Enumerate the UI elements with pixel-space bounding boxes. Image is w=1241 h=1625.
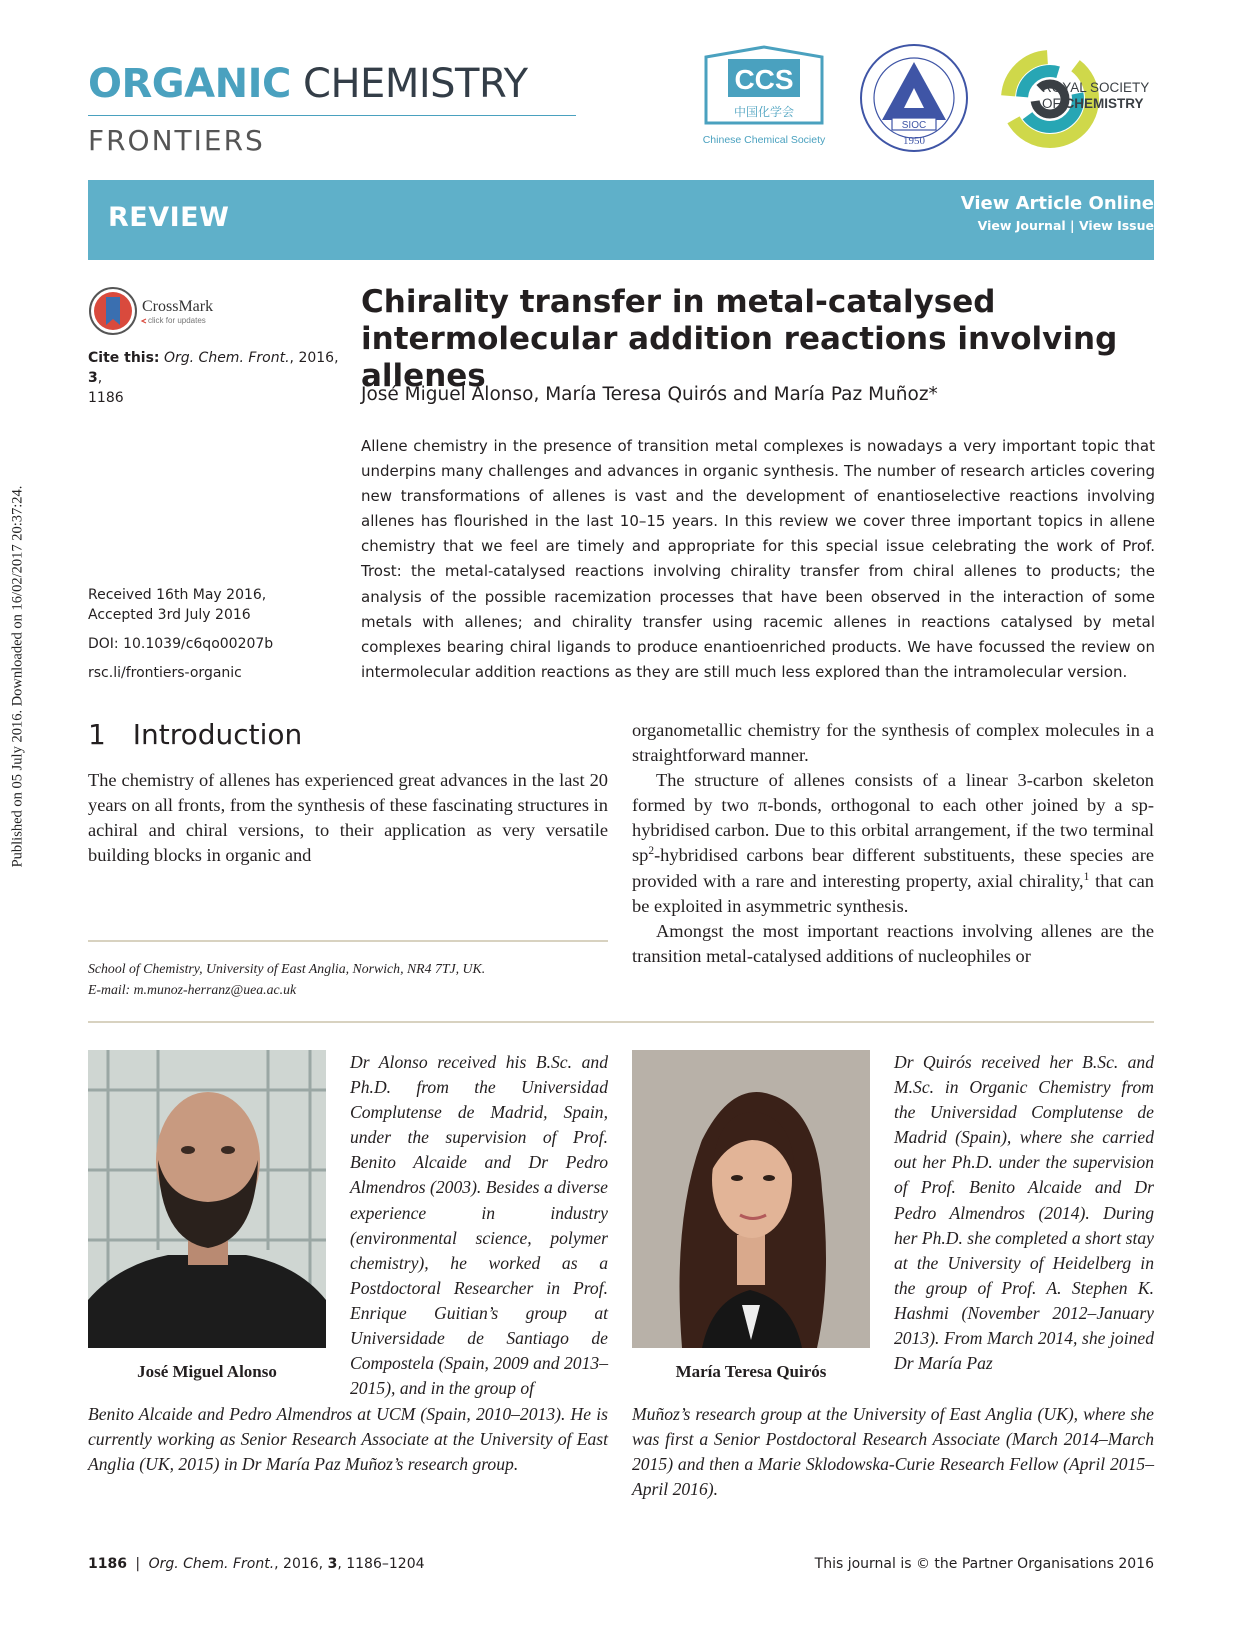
view-issue-link[interactable]: View Issue xyxy=(1078,218,1154,233)
ccs-logo-name: Chinese Chemical Society xyxy=(702,134,826,146)
reference-1[interactable]: 1 xyxy=(1083,870,1090,883)
bio-alonso-side: Dr Alonso received his B.Sc. and Ph.D. from the Universidad Complutense de Madrid, Spain, under the supervision of Prof. Benito Alcaide and Dr Pedro Almendros (2003). Besides a diverse experience in industry (environmental science, polymer chemistry), he worked as a Postdoctoral Researcher in Prof. Enrique Guitian’s group at Universidade de Santiago de Compostela (Spain, 2009 and 2013–2015), and in the group of xyxy=(350,1052,608,1399)
article-type-label: REVIEW xyxy=(108,202,230,233)
biography-rule xyxy=(88,1021,1154,1023)
crossmark-name: CrossMark xyxy=(142,298,214,315)
article-authors: José Miguel Alonso, María Teresa Quirós and María Paz Muñoz* xyxy=(361,384,938,405)
footer-separator: | xyxy=(135,1556,141,1572)
article-title-line1: Chirality transfer in metal-catalysed xyxy=(361,284,996,320)
affiliation-address: School of Chemistry, University of East Anglia, Norwich, NR4 7TJ, UK. xyxy=(88,961,486,976)
footer-page-number: 1186 xyxy=(88,1556,127,1572)
doi: DOI: 10.1039/c6qo00207b xyxy=(88,636,274,652)
article-abstract: Allene chemistry in the presence of transition metal complexes is nowadays a very important topic that underpins many challenges and advances in organic synthesis. The number of research articles covering new transformations of allenes is vast and the development of enantioselective reactions involving allenes has flourished in the last 10–15 years. In this review we cover three important topics in allene chemistry that we feel are timely and appropriate for this special issue celebrating the work of Prof. Trost: the metal-catalysed reactions involving chirality transfer from chiral allenes to products; the analysis of the possible racemization processes that have been observed in the interaction of some metals with allenes; and chirality transfer using racemic allenes in reactions catalysed by metal complexes bearing chiral ligands to produce enantioenriched products. We have focussed the review on intermolecular addition reactions as they are still much less explored than the intramolecular version. xyxy=(361,437,1155,681)
journal-link[interactable]: rsc.li/frontiers-organic xyxy=(88,665,242,681)
affiliation xyxy=(88,958,608,1000)
footer-copyright: This journal is © the Partner Organisations 2016 xyxy=(814,1556,1154,1572)
journal-name-frontiers: FRONTIERS xyxy=(88,124,265,157)
view-article-online-link[interactable]: View Article Online xyxy=(960,193,1154,214)
rsc-logo-line1: ROYAL SOCIETY xyxy=(1042,80,1150,95)
sioc-logo xyxy=(858,42,970,154)
crossmark-badge[interactable] xyxy=(88,285,248,337)
intro-paragraph-1-continued: organometallic chemistry for the synthesis of complex molecules in a straightforward manner. xyxy=(632,720,1154,766)
ccs-logo-letters: CCS xyxy=(734,64,794,95)
article-links xyxy=(961,193,1154,233)
author-name-quiros: María Teresa Quirós xyxy=(675,1362,827,1381)
link-separator: | xyxy=(1070,218,1075,233)
journal-name xyxy=(88,61,528,107)
footer-pages: , 1186–1204 xyxy=(337,1556,425,1572)
intro-paragraph-2-b: -hybridised carbons bear different substituents, these species are provided with a rare and interesting property, axial chirality, xyxy=(632,845,1154,891)
view-journal-link[interactable]: View Journal xyxy=(977,218,1066,233)
svg-text:OF CHEMISTRY xyxy=(1042,96,1144,111)
journal-name-organic: ORGANIC xyxy=(88,61,291,107)
citation-journal: Org. Chem. Front. xyxy=(163,350,290,366)
intro-paragraph-3: Amongst the most important reactions involving allenes are the transition metal-catalysed additions of nucleophiles or xyxy=(632,920,1154,966)
rsc-logo-line2-pre: OF xyxy=(1042,96,1061,111)
section-number: 1 xyxy=(88,718,106,751)
received-date: Received 16th May 2016, xyxy=(88,587,267,603)
footer-citation xyxy=(88,1556,425,1572)
crossmark-sub: click for updates xyxy=(148,316,206,325)
intro-paragraph-2-a: The structure of allenes consists of a linear 3-carbon skeleton formed by two π-bonds, orthogonal to each other joined by a sp-hybridised carbon. Due to this orbital arrangement, if the two terminal sp xyxy=(632,770,1154,866)
citation-page: 1186 xyxy=(88,390,124,406)
article-title-line2: intermolecular addition reactions involving allenes xyxy=(361,321,1118,394)
masthead-rule xyxy=(88,115,576,116)
intro-right-column xyxy=(632,718,1154,969)
bio-quiros-side: Dr Quirós received her B.Sc. and M.Sc. in Organic Chemistry from the Universidad Complutense de Madrid (Spain), where she carried out her Ph.D. under the supervision of Prof. Benito Alcaide and Dr Pedro Almendros (2014). During her Ph.D. she completed a short stay at the University of Heidelberg in the group of Prof. A. Stephen K. Hashmi (November 2012–January 2013). From March 2014, she joined Dr María Paz xyxy=(894,1052,1154,1374)
rsc-logo-line2: CHEMISTRY xyxy=(1064,96,1144,111)
footer-volume: 3 xyxy=(327,1556,338,1572)
affiliation-rule xyxy=(88,940,608,942)
author-photo-alonso xyxy=(88,1050,326,1348)
section-heading xyxy=(88,718,302,751)
intro-paragraph-1: The chemistry of allenes has experienced great advances in the last 20 years on all fronts, from the synthesis of these fascinating structures in achiral and chiral versions, to their application as very versatile building blocks in organic and xyxy=(88,770,608,866)
ccs-logo-chinese: 中国化学会 xyxy=(733,105,795,119)
intro-paragraph-2-sup: 2 xyxy=(648,845,655,858)
journal-name-chemistry: CHEMISTRY xyxy=(303,61,528,107)
rsc-logo xyxy=(1000,44,1170,154)
sioc-logo-year: 1950 xyxy=(903,135,925,147)
publication-stamp: Published on 05 July 2016. Downloaded on 16/02/2017 20:37:24. xyxy=(9,485,26,868)
footer-journal: Org. Chem. Front. xyxy=(148,1556,275,1572)
section-title: Introduction xyxy=(132,718,303,751)
bio-quiros-full: Muñoz’s research group at the University of East Anglia (UK), where she was first a Senior Postdoctoral Research Associate (March 2014–March 2015) and then a Marie Sklodowska-Curie Research Fellow (April 2015–April 2016). xyxy=(632,1404,1154,1500)
accepted-date: Accepted 3rd July 2016 xyxy=(88,607,251,623)
author-photo-quiros xyxy=(632,1050,870,1348)
affiliation-email[interactable]: E-mail: m.munoz-herranz@uea.ac.uk xyxy=(88,982,297,997)
footer-year: , 2016, xyxy=(274,1556,328,1572)
sioc-logo-name: SIOC xyxy=(901,120,927,131)
citation-year: , 2016, xyxy=(289,350,339,366)
article-title xyxy=(361,284,1161,395)
citation-label: Cite this: xyxy=(88,350,160,366)
ccs-logo xyxy=(698,45,830,155)
citation-volume: 3 xyxy=(88,370,98,386)
bio-alonso-full: Benito Alcaide and Pedro Almendros at UCM (Spain, 2010–2013). He is currently working as Senior Research Associate at the University of East Anglia (UK, 2015) in Dr María Paz Muñoz’s research group. xyxy=(88,1404,608,1475)
intro-paragraph-2 xyxy=(632,768,1154,919)
intro-paragraph-2-c: that can be exploited in asymmetric synthesis. xyxy=(632,870,1154,916)
citation-tail: , xyxy=(97,370,103,386)
author-name-alonso: José Miguel Alonso xyxy=(137,1362,277,1381)
citation xyxy=(88,348,348,408)
